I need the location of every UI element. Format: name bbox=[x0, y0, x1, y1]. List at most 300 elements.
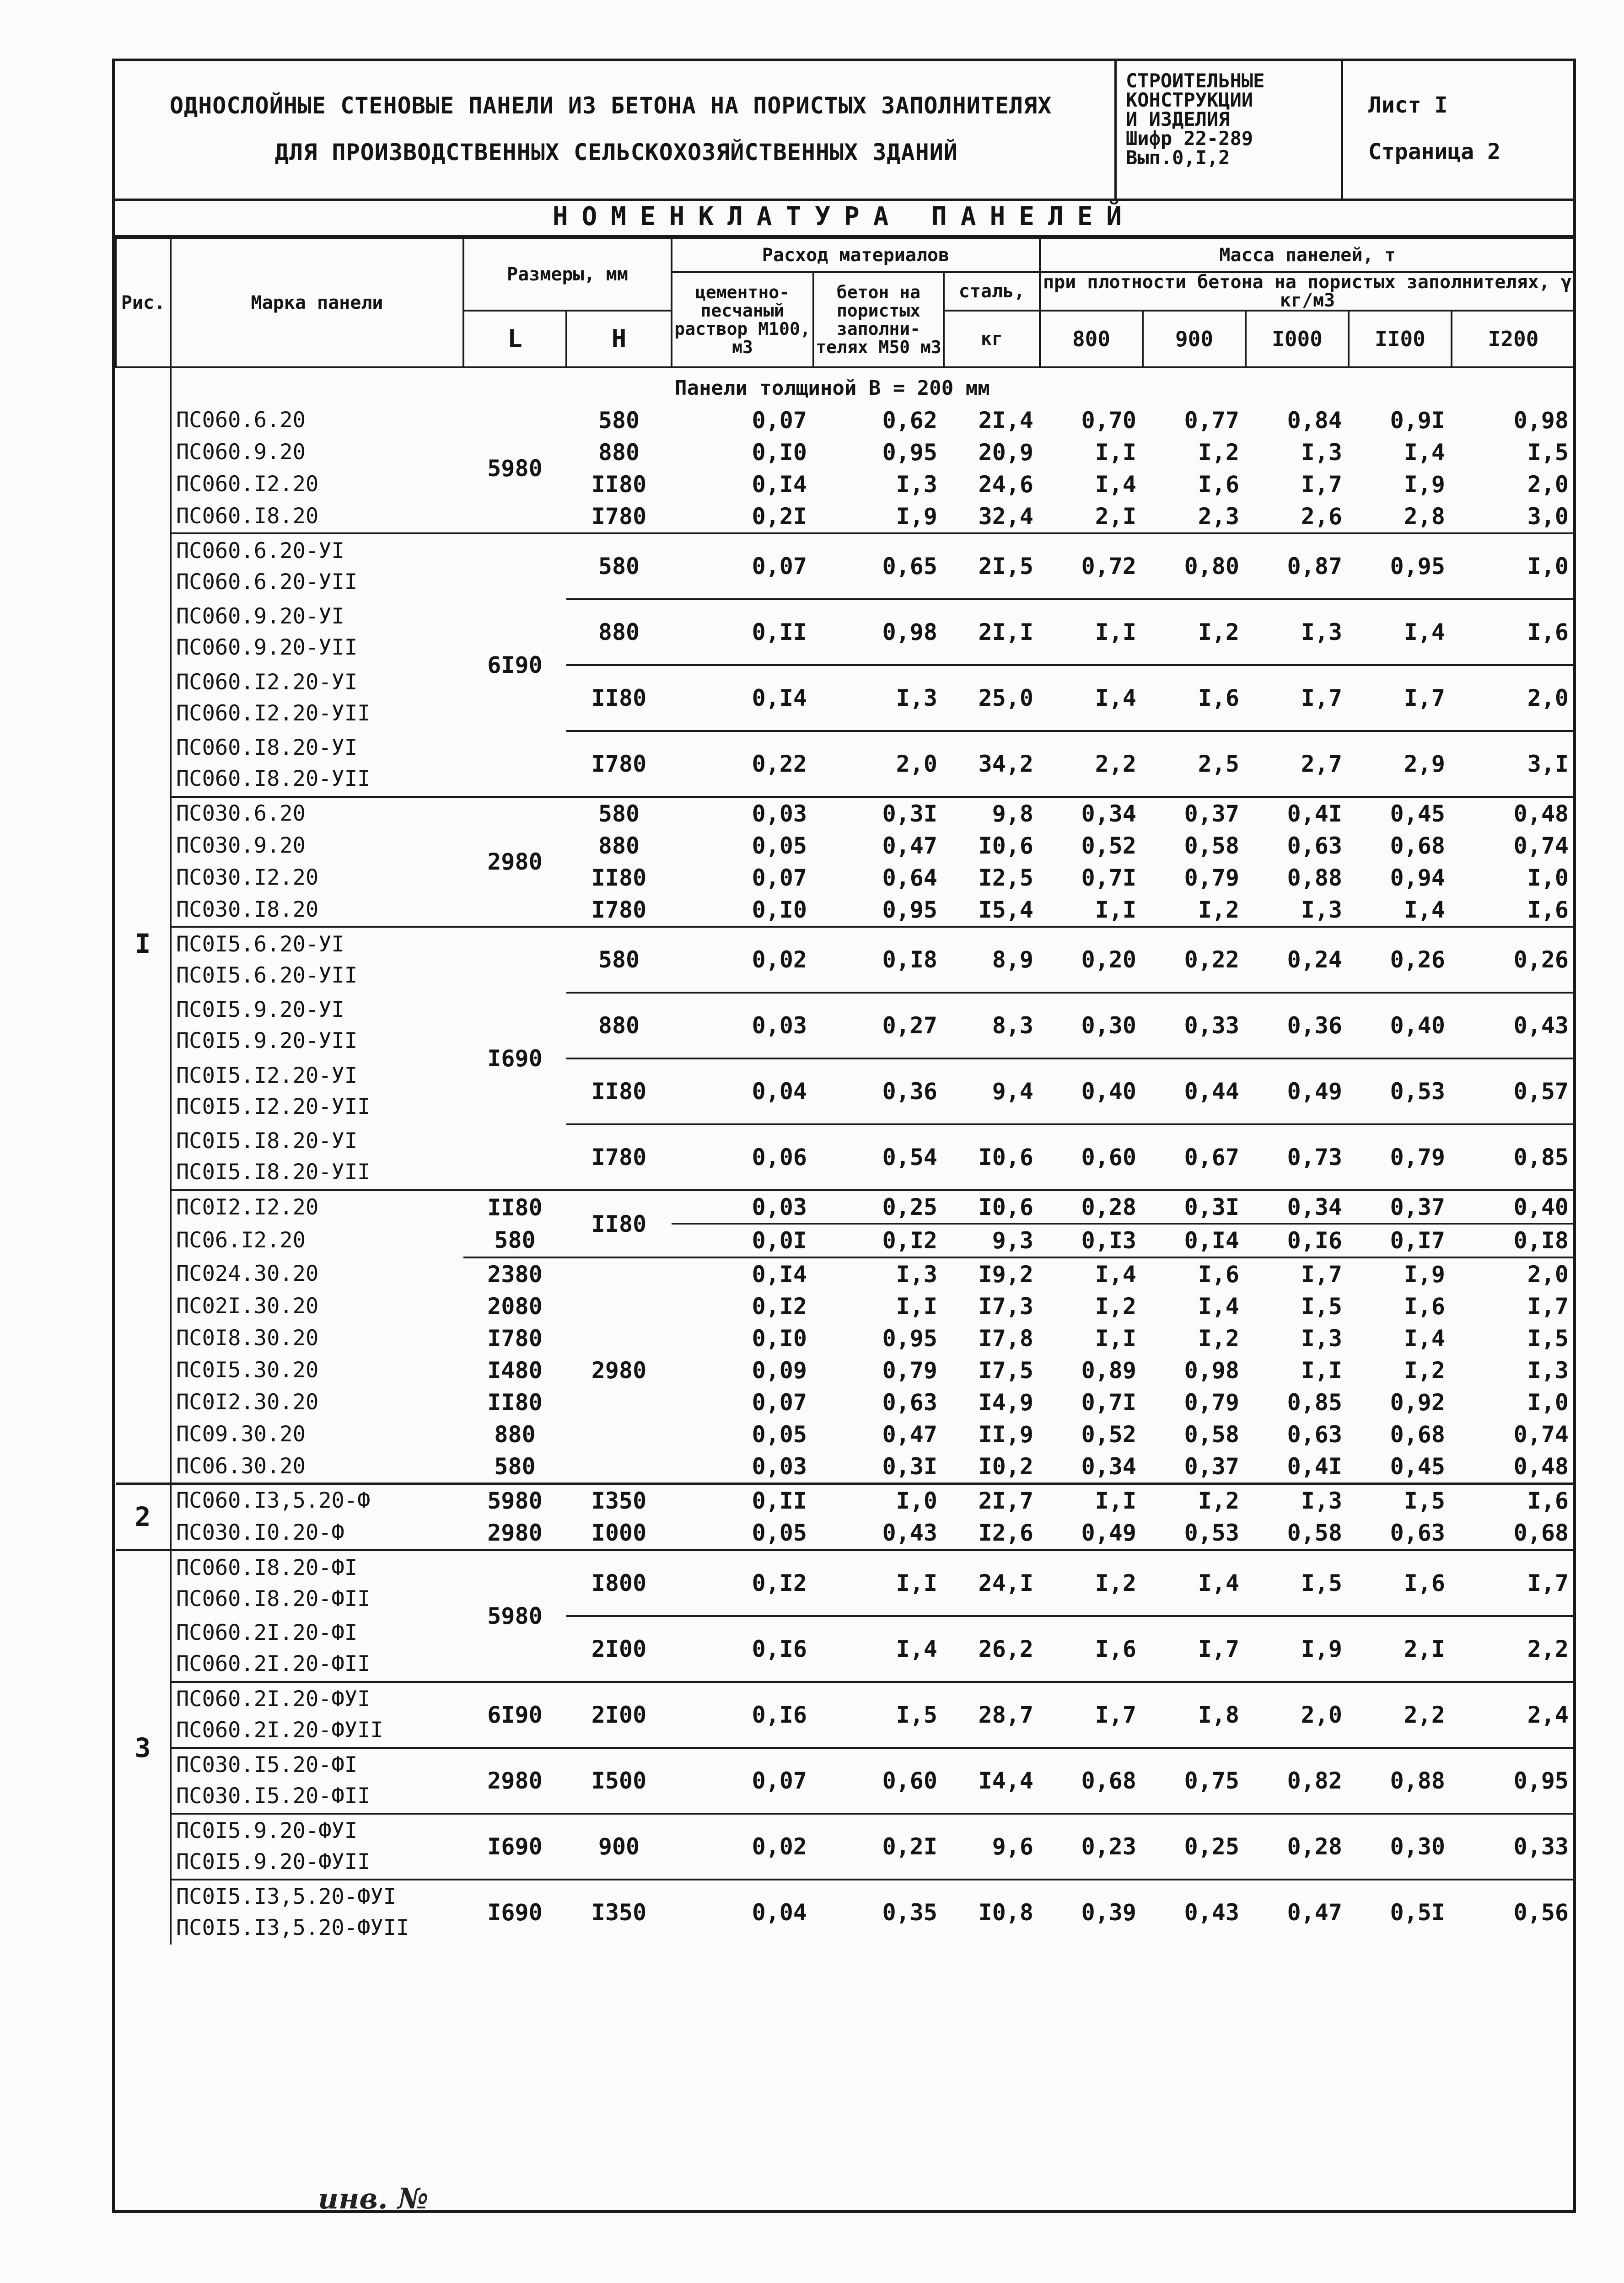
panel-mass: 0,4I bbox=[1246, 797, 1349, 830]
panel-mark bbox=[171, 1224, 463, 1258]
concrete-volume: 0,95 bbox=[882, 439, 937, 466]
height-H: 580 bbox=[566, 927, 672, 993]
document-title-line2: ДЛЯ ПРОИЗВОДСТВЕННЫХ СЕЛЬСКОХОЗЯЙСТВЕННЫХ ЗДАНИЙ bbox=[275, 139, 958, 166]
panel-mass: I,4 bbox=[1404, 897, 1446, 923]
panel-mass: 0,60 bbox=[1040, 1124, 1143, 1190]
panel-mark-line: ПС060.2I.20-ФI bbox=[176, 1620, 358, 1645]
panel-mass: I,I bbox=[1040, 1484, 1143, 1517]
col-mark: Марка панели bbox=[171, 238, 463, 367]
table-row bbox=[116, 1484, 1575, 1517]
height-H: II80 bbox=[566, 1190, 672, 1257]
steel-mass: I7,3 bbox=[978, 1293, 1034, 1320]
height-H: II80 bbox=[591, 865, 647, 891]
panel-mass: 0,26 bbox=[1349, 927, 1452, 993]
steel-mass: 2I,I bbox=[944, 599, 1040, 665]
panel-mark bbox=[171, 1517, 463, 1550]
panel-mass: I,4 bbox=[1404, 1325, 1446, 1352]
panel-mark bbox=[171, 894, 463, 927]
panel-mark-line: ПС0I2.I2.20 bbox=[176, 1194, 319, 1220]
steel-mass: I0,6 bbox=[944, 1190, 1040, 1224]
height-H: I000 bbox=[591, 1520, 647, 1546]
panel-mark-line: ПС060.I8.20-УII bbox=[176, 766, 371, 791]
concrete-volume: 0,3I bbox=[813, 797, 944, 830]
panel-mark-line: ПС09.30.20 bbox=[176, 1422, 306, 1447]
panel-mass: I,7 bbox=[1246, 665, 1349, 731]
panel-mass: 0,98 bbox=[1184, 1357, 1240, 1384]
concrete-volume: 0,63 bbox=[882, 1389, 937, 1416]
panel-mass: 0,28 bbox=[1246, 1814, 1349, 1880]
height-H: 2I00 bbox=[566, 1682, 672, 1748]
panel-mass: 0,40 bbox=[1349, 993, 1452, 1058]
panel-mass: 0,68 bbox=[1513, 1520, 1569, 1546]
mortar-volume: 0,I6 bbox=[672, 1682, 813, 1748]
panel-mass: 2,0 bbox=[1527, 471, 1569, 498]
panel-mass: 0,98 bbox=[1513, 407, 1569, 434]
mortar-volume: 0,06 bbox=[672, 1124, 813, 1190]
panel-mass: 0,72 bbox=[1040, 533, 1143, 599]
panel-mark-line: ПС060.I2.20-УII bbox=[176, 701, 371, 726]
table-row bbox=[116, 894, 1575, 927]
panel-mass: 0,79 bbox=[1184, 865, 1240, 891]
panel-mark bbox=[171, 1386, 463, 1418]
panel-mass: 0,37 bbox=[1143, 797, 1246, 830]
panel-mark bbox=[171, 533, 463, 599]
panel-mark-line: ПС060.I8.20-ФII bbox=[176, 1586, 371, 1612]
mortar-volume: 0,05 bbox=[752, 1520, 807, 1546]
table-row bbox=[116, 1257, 1575, 1290]
title-block bbox=[115, 61, 1573, 201]
col-density-900: 900 bbox=[1143, 311, 1246, 367]
panel-mark bbox=[171, 500, 463, 533]
panel-mark-line: ПС060.2I.20-ФII bbox=[176, 1651, 371, 1676]
panel-mass: I,5 bbox=[1527, 1325, 1569, 1352]
panel-mass: I,6 bbox=[1040, 1616, 1143, 1682]
steel-mass: 26,2 bbox=[944, 1616, 1040, 1682]
table-row bbox=[116, 830, 1575, 862]
length-L: 2980 bbox=[463, 797, 566, 927]
steel-mass: I9,2 bbox=[944, 1257, 1040, 1290]
panel-mass: 0,30 bbox=[1349, 1814, 1452, 1880]
panel-mass: 0,58 bbox=[1287, 1520, 1343, 1546]
panel-mark-line: ПС0I5.9.20-ФУI bbox=[176, 1818, 358, 1843]
steel-mass: I2,5 bbox=[978, 865, 1034, 891]
table-row bbox=[116, 665, 1575, 731]
mortar-volume: 0,I4 bbox=[672, 665, 813, 731]
table-row bbox=[116, 1550, 1575, 1617]
length-L: 6I90 bbox=[463, 1682, 566, 1748]
panel-mark-line: ПС024.30.20 bbox=[176, 1261, 319, 1286]
length-L: II80 bbox=[487, 1389, 543, 1416]
concrete-volume: 0,54 bbox=[813, 1124, 944, 1190]
panel-mark bbox=[171, 731, 463, 797]
panel-mark bbox=[171, 1290, 463, 1322]
panel-mass: 3,0 bbox=[1527, 503, 1569, 530]
mortar-volume: 0,07 bbox=[752, 1389, 807, 1416]
panel-mass: I,8 bbox=[1143, 1682, 1246, 1748]
concrete-volume: I,3 bbox=[813, 665, 944, 731]
concrete-volume: 0,2I bbox=[813, 1814, 944, 1880]
height-H: 880 bbox=[566, 993, 672, 1058]
concrete-volume: 0,65 bbox=[813, 533, 944, 599]
panel-mass: I,6 bbox=[1527, 897, 1569, 923]
height-H: I780 bbox=[591, 897, 647, 923]
panel-mass: 0,58 bbox=[1184, 833, 1240, 859]
col-materials: Расход материалов bbox=[672, 238, 1040, 272]
panel-mass: 2,8 bbox=[1404, 503, 1446, 530]
panel-mass: 0,88 bbox=[1349, 1748, 1452, 1814]
panel-mass: 0,63 bbox=[1390, 1520, 1446, 1546]
panel-mass: 0,I3 bbox=[1081, 1227, 1137, 1254]
concrete-volume: 0,I8 bbox=[813, 927, 944, 993]
height-H: I500 bbox=[566, 1748, 672, 1814]
panel-mark bbox=[171, 1322, 463, 1354]
code-line: Шифр 22-289 bbox=[1126, 127, 1253, 150]
mortar-volume: 0,07 bbox=[752, 865, 807, 891]
concrete-volume: 0,95 bbox=[882, 1325, 937, 1352]
panel-mark bbox=[171, 1190, 463, 1224]
length-L: 5980 bbox=[487, 455, 543, 482]
panel-mass: 0,85 bbox=[1287, 1389, 1343, 1416]
panel-mass: 2,0 bbox=[1452, 1257, 1575, 1290]
panel-mass: 0,I7 bbox=[1390, 1227, 1446, 1254]
panel-mass: 0,95 bbox=[1349, 533, 1452, 599]
table-row bbox=[116, 993, 1575, 1058]
mortar-volume: 0,04 bbox=[672, 1880, 813, 1945]
mortar-volume: 0,07 bbox=[672, 533, 813, 599]
panel-mass: 2,9 bbox=[1349, 731, 1452, 797]
panel-mass: I,I bbox=[1301, 1357, 1343, 1384]
panel-mark bbox=[171, 1354, 463, 1386]
concrete-volume: 2,0 bbox=[813, 731, 944, 797]
panel-mass: 0,26 bbox=[1452, 927, 1575, 993]
panel-mass: 2,2 bbox=[1349, 1682, 1452, 1748]
panel-mass: I,6 bbox=[1404, 1293, 1446, 1320]
mortar-volume: 0,I0 bbox=[752, 439, 807, 466]
length-L: 580 bbox=[494, 1227, 536, 1254]
panel-mark-line: ПС0I5.I8.20-УI bbox=[176, 1128, 358, 1154]
col-density-1000: I000 bbox=[1246, 311, 1349, 367]
mortar-volume: 0,22 bbox=[672, 731, 813, 797]
panel-mark bbox=[171, 599, 463, 665]
panel-mark bbox=[171, 1257, 463, 1290]
panel-mark-line: ПС0I5.6.20-УI bbox=[176, 932, 344, 957]
panel-mass: 0,48 bbox=[1452, 797, 1575, 830]
concrete-volume: 0,79 bbox=[882, 1357, 937, 1384]
steel-mass: I0,6 bbox=[944, 1124, 1040, 1190]
panel-mark-line: ПС030.I8.20 bbox=[176, 897, 319, 922]
concrete-volume: I,I bbox=[813, 1550, 944, 1617]
panel-mark bbox=[171, 436, 463, 468]
col-H: H bbox=[566, 311, 672, 367]
panel-mark-line: ПС060.I8.20-УI bbox=[176, 735, 358, 760]
height-H: 880 bbox=[598, 833, 640, 859]
panel-mark-line: ПС0I5.I2.20-УI bbox=[176, 1063, 358, 1088]
panel-mass: I,7 bbox=[1143, 1616, 1246, 1682]
section-label: Панели толщиной B = 200 мм bbox=[675, 376, 990, 400]
panel-mass: 0,37 bbox=[1349, 1190, 1452, 1224]
mortar-volume: 0,I0 bbox=[752, 897, 807, 923]
concrete-volume: 0,27 bbox=[813, 993, 944, 1058]
panel-mass: 0,39 bbox=[1040, 1880, 1143, 1945]
panel-mark bbox=[171, 993, 463, 1058]
height-H: I780 bbox=[566, 1124, 672, 1190]
code-line: КОНСТРУКЦИИ bbox=[1126, 89, 1253, 111]
panel-mark bbox=[171, 1682, 463, 1748]
panel-mark bbox=[171, 1616, 463, 1682]
panel-mark-line: ПС030.I5.20-ФII bbox=[176, 1783, 371, 1809]
panel-mark-line: ПС0I5.I8.20-УII bbox=[176, 1160, 371, 1185]
panel-mass: 0,84 bbox=[1287, 407, 1343, 434]
panel-mass: I,3 bbox=[1527, 1357, 1569, 1384]
panel-mass: I,7 bbox=[1246, 1257, 1349, 1290]
table-row bbox=[116, 468, 1575, 500]
mortar-volume: 0,II bbox=[672, 599, 813, 665]
panel-mass: I,7 bbox=[1452, 1550, 1575, 1617]
panel-mass: 0,7I bbox=[1081, 1389, 1137, 1416]
mortar-volume: 0,07 bbox=[672, 1748, 813, 1814]
concrete-volume: I,0 bbox=[813, 1484, 944, 1517]
catalog-code-block bbox=[1126, 71, 1323, 167]
mortar-volume: 0,03 bbox=[752, 1453, 807, 1480]
panel-mark bbox=[171, 1814, 463, 1880]
panel-mass: 3,I bbox=[1452, 731, 1575, 797]
length-L: I690 bbox=[463, 1814, 566, 1880]
col-density: при плотности бетона на пористых заполнителях, γ кг/м3 bbox=[1040, 272, 1575, 311]
panel-mass: 0,34 bbox=[1246, 1190, 1349, 1224]
panel-mass: I,2 bbox=[1040, 1550, 1143, 1617]
height-H: 2980 bbox=[566, 1257, 672, 1484]
mortar-volume: 0,I4 bbox=[672, 1257, 813, 1290]
mortar-volume: 0,02 bbox=[672, 927, 813, 993]
length-L: 580 bbox=[494, 1453, 536, 1480]
panel-mass: 0,67 bbox=[1143, 1124, 1246, 1190]
table-row bbox=[116, 599, 1575, 665]
panel-mark bbox=[171, 665, 463, 731]
panel-mark-line: ПС030.I0.20-Ф bbox=[176, 1520, 344, 1545]
panel-mass: 0,63 bbox=[1287, 833, 1343, 859]
table-row bbox=[116, 862, 1575, 894]
concrete-volume: 0,95 bbox=[882, 897, 937, 923]
concrete-volume: 0,43 bbox=[882, 1520, 937, 1546]
mortar-volume: 0,0I bbox=[752, 1227, 807, 1254]
length-L: 6I90 bbox=[463, 533, 566, 797]
height-H: 880 bbox=[598, 439, 640, 466]
panel-mass: I,6 bbox=[1143, 665, 1246, 731]
steel-mass: 32,4 bbox=[978, 503, 1034, 530]
panel-mass: 2,I bbox=[1095, 503, 1137, 530]
length-L: II80 bbox=[463, 1190, 566, 1224]
panel-mass: 0,36 bbox=[1246, 993, 1349, 1058]
panel-mass: 0,34 bbox=[1081, 1453, 1137, 1480]
col-mortar: цементно-песчаный раствор М100, м3 bbox=[672, 272, 813, 367]
panel-mark-line: ПС02I.30.20 bbox=[176, 1294, 319, 1319]
col-dims: Размеры, мм bbox=[463, 238, 672, 311]
table-row bbox=[116, 533, 1575, 599]
panel-mark bbox=[171, 862, 463, 894]
panel-mass: I,4 bbox=[1349, 599, 1452, 665]
length-L: I690 bbox=[463, 1880, 566, 1945]
table-row bbox=[116, 927, 1575, 993]
panel-mass: I,3 bbox=[1246, 599, 1349, 665]
col-fig: Рис. bbox=[116, 238, 171, 367]
length-L: 2080 bbox=[487, 1293, 543, 1320]
panel-mass: 0,48 bbox=[1513, 1453, 1569, 1480]
mortar-volume: 0,II bbox=[672, 1484, 813, 1517]
panel-mass: 0,45 bbox=[1390, 1453, 1446, 1480]
panel-mass: 0,94 bbox=[1390, 865, 1446, 891]
panel-mass: I,5 bbox=[1301, 1293, 1343, 1320]
panel-mass: I,I bbox=[1040, 599, 1143, 665]
panel-mass: I,6 bbox=[1452, 599, 1575, 665]
panel-mark-line: ПС060.9.20 bbox=[176, 440, 306, 465]
panel-mass: 0,34 bbox=[1040, 797, 1143, 830]
length-L: I690 bbox=[463, 927, 566, 1190]
col-steel: сталь, bbox=[944, 272, 1040, 311]
steel-mass: I0,8 bbox=[944, 1880, 1040, 1945]
steel-mass: 8,9 bbox=[944, 927, 1040, 993]
height-H: I780 bbox=[591, 503, 647, 530]
table-row bbox=[116, 404, 1575, 436]
panel-mass: I,I bbox=[1095, 1325, 1137, 1352]
panel-mass: 0,79 bbox=[1184, 1389, 1240, 1416]
panel-mass: 0,77 bbox=[1184, 407, 1240, 434]
panel-mass: I,9 bbox=[1404, 471, 1446, 498]
code-line: СТРОИТЕЛЬНЫЕ bbox=[1126, 70, 1265, 92]
panel-mass: 2,3 bbox=[1198, 503, 1240, 530]
steel-mass: 2I,4 bbox=[978, 407, 1034, 434]
mortar-volume: 0,I6 bbox=[672, 1616, 813, 1682]
panel-mark-line: ПС060.6.20-УII bbox=[176, 569, 358, 595]
steel-mass: 8,3 bbox=[944, 993, 1040, 1058]
table-row bbox=[116, 1124, 1575, 1190]
panel-mass: 0,33 bbox=[1452, 1814, 1575, 1880]
panel-mark bbox=[171, 1550, 463, 1617]
panel-mark-line: ПС0I5.I3,5.20-ФУI bbox=[176, 1884, 397, 1909]
panel-mark-line: ПС060.I8.20 bbox=[176, 504, 319, 529]
panel-mass: 0,23 bbox=[1040, 1814, 1143, 1880]
mortar-volume: 0,I2 bbox=[672, 1550, 813, 1617]
steel-mass: 2I,5 bbox=[944, 533, 1040, 599]
panel-mass: I,6 bbox=[1349, 1550, 1452, 1617]
panel-mass: 0,85 bbox=[1452, 1124, 1575, 1190]
panel-mark-line: ПС060.6.20-УI bbox=[176, 538, 344, 564]
length-L: 2980 bbox=[487, 1520, 543, 1546]
mortar-volume: 0,07 bbox=[752, 407, 807, 434]
panel-mass: I,4 bbox=[1095, 471, 1137, 498]
steel-mass: I0,2 bbox=[978, 1453, 1034, 1480]
panel-mass: I,3 bbox=[1246, 1484, 1349, 1517]
col-density-1200: I200 bbox=[1452, 311, 1575, 367]
panel-mark-line: ПС0I5.30.20 bbox=[176, 1358, 319, 1383]
code-line: Вып.0,I,2 bbox=[1126, 146, 1230, 169]
panel-mass: 0,57 bbox=[1452, 1058, 1575, 1124]
panel-mark-line: ПС060.I3,5.20-Ф bbox=[176, 1488, 371, 1513]
panel-mass: 0,89 bbox=[1081, 1357, 1137, 1384]
concrete-volume: 0,25 bbox=[813, 1190, 944, 1224]
panel-mass: 2,5 bbox=[1143, 731, 1246, 797]
panel-mark-line: ПС0I5.9.20-ФУII bbox=[176, 1849, 371, 1875]
height-H: 900 bbox=[566, 1814, 672, 1880]
panel-mark bbox=[171, 1418, 463, 1450]
panel-mass: I,I bbox=[1095, 439, 1137, 466]
panel-mass: I,I bbox=[1095, 897, 1137, 923]
panel-mark-line: ПС0I5.9.20-УI bbox=[176, 997, 344, 1022]
panel-mass: I,2 bbox=[1095, 1293, 1137, 1320]
steel-mass: 9,3 bbox=[992, 1227, 1034, 1254]
panel-mass: 2,2 bbox=[1040, 731, 1143, 797]
mortar-volume: 0,2I bbox=[752, 503, 807, 530]
panel-mark bbox=[171, 1484, 463, 1517]
panel-mark-line: ПС06.I2.20 bbox=[176, 1228, 306, 1253]
sheet-number: Лист I bbox=[1368, 92, 1448, 118]
table-row bbox=[116, 1748, 1575, 1814]
nomenclature-table bbox=[115, 237, 1573, 1945]
table-row bbox=[116, 1814, 1575, 1880]
mortar-volume: 0,03 bbox=[672, 797, 813, 830]
panel-mass: 0,63 bbox=[1287, 1421, 1343, 1448]
table-row bbox=[116, 1354, 1575, 1386]
panel-mass: 0,87 bbox=[1246, 533, 1349, 599]
panel-mass: I,4 bbox=[1143, 1550, 1246, 1617]
panel-mark-line: ПС060.9.20-УI bbox=[176, 604, 344, 629]
panel-mass: 0,5I bbox=[1349, 1880, 1452, 1945]
table-title: НОМЕНКЛАТУРА ПАНЕЛЕЙ bbox=[115, 199, 1573, 237]
height-H: I780 bbox=[566, 731, 672, 797]
panel-mass: 0,20 bbox=[1040, 927, 1143, 993]
col-L: L bbox=[463, 311, 566, 367]
panel-mass: 0,79 bbox=[1349, 1124, 1452, 1190]
panel-mass: I,4 bbox=[1198, 1293, 1240, 1320]
table-row bbox=[116, 500, 1575, 533]
panel-mass: 0,4I bbox=[1287, 1453, 1343, 1480]
table-row bbox=[116, 1682, 1575, 1748]
panel-mass: 2,4 bbox=[1452, 1682, 1575, 1748]
figure-number: 3 bbox=[116, 1550, 171, 1945]
table-row bbox=[116, 1450, 1575, 1484]
length-L: 2380 bbox=[463, 1257, 566, 1290]
panel-mass: I,9 bbox=[1246, 1616, 1349, 1682]
length-L: 2980 bbox=[463, 1748, 566, 1814]
panel-mark-line: ПС030.I5.20-ФI bbox=[176, 1752, 358, 1778]
col-density-800: 800 bbox=[1040, 311, 1143, 367]
panel-mass: I,0 bbox=[1527, 1389, 1569, 1416]
concrete-volume: I,3 bbox=[813, 1257, 944, 1290]
panel-mass: 2,6 bbox=[1301, 503, 1343, 530]
panel-mass: I,7 bbox=[1527, 1293, 1569, 1320]
height-H: 580 bbox=[566, 533, 672, 599]
panel-mass: I,6 bbox=[1452, 1484, 1575, 1517]
panel-mass: I,6 bbox=[1143, 1257, 1246, 1290]
steel-mass: I0,6 bbox=[978, 833, 1034, 859]
panel-mass: I,0 bbox=[1452, 533, 1575, 599]
panel-mark bbox=[171, 1058, 463, 1124]
steel-mass: I4,4 bbox=[944, 1748, 1040, 1814]
height-H: II80 bbox=[566, 1058, 672, 1124]
concrete-volume: 0,47 bbox=[882, 833, 937, 859]
concrete-volume: 0,35 bbox=[813, 1880, 944, 1945]
panel-mass: I,2 bbox=[1143, 599, 1246, 665]
table-row bbox=[116, 1224, 1575, 1258]
panel-mass: 2,I bbox=[1349, 1616, 1452, 1682]
panel-mass: 0,47 bbox=[1246, 1880, 1349, 1945]
steel-mass: 25,0 bbox=[944, 665, 1040, 731]
concrete-volume: I,4 bbox=[813, 1616, 944, 1682]
panel-mark bbox=[171, 468, 463, 500]
concrete-volume: 0,98 bbox=[813, 599, 944, 665]
panel-mass: I,7 bbox=[1040, 1682, 1143, 1748]
length-L: 5980 bbox=[463, 1484, 566, 1517]
panel-mark-line: ПС060.I2.20 bbox=[176, 472, 319, 497]
